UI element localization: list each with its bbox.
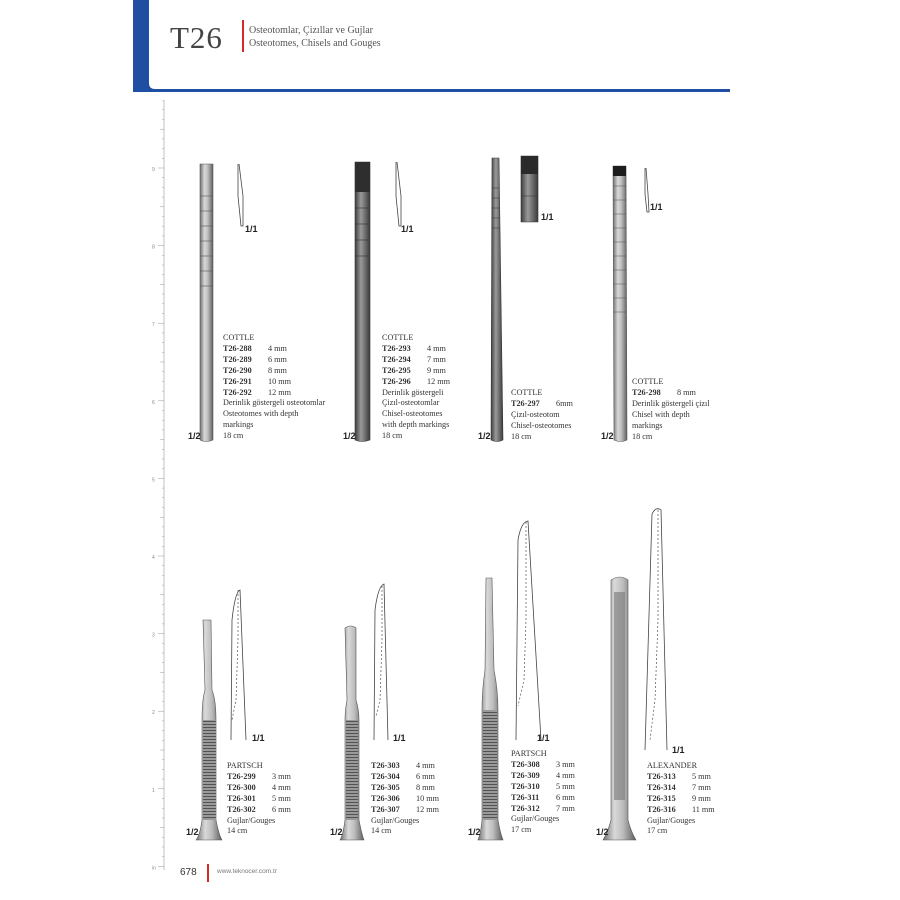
product-description: markings bbox=[632, 420, 663, 430]
scale-detail-3: 1/1 bbox=[541, 212, 554, 222]
product-size: 4 mm bbox=[427, 343, 446, 353]
product-length: 18 cm bbox=[382, 431, 403, 441]
product-row bbox=[227, 783, 291, 794]
scale-detail-8: 1/1 bbox=[672, 745, 685, 755]
product-code: T26-288 bbox=[223, 343, 252, 353]
product-code: T26-306 bbox=[371, 793, 400, 803]
footer-divider bbox=[207, 864, 209, 882]
product-row bbox=[647, 783, 715, 794]
product-size: 7 mm bbox=[692, 782, 711, 792]
product-row bbox=[647, 805, 715, 816]
product-size: 6 mm bbox=[268, 354, 287, 364]
ruler-label: 6 bbox=[152, 399, 155, 406]
product-size: 12 mm bbox=[268, 387, 291, 397]
product-row bbox=[511, 793, 575, 804]
product-code: T26-312 bbox=[511, 803, 540, 813]
product-name: PARTSCH bbox=[511, 749, 547, 758]
section-title-en: Osteotomes, Chisels and Gouges bbox=[249, 38, 381, 49]
product-caption bbox=[647, 761, 715, 837]
product-size: 6 mm bbox=[556, 792, 575, 802]
product-code: T26-295 bbox=[382, 365, 411, 375]
product-row bbox=[227, 794, 291, 805]
product-name: ALEXANDER bbox=[647, 761, 698, 770]
product-code: T26-299 bbox=[227, 771, 256, 781]
product-code: T26-308 bbox=[511, 759, 540, 769]
product-code: T26-313 bbox=[647, 771, 676, 781]
product-row bbox=[511, 771, 575, 782]
product-description: Chisel-osteotomes bbox=[382, 409, 443, 419]
product-name: COTTLE bbox=[632, 377, 664, 386]
product-size: 8 mm bbox=[268, 365, 287, 375]
product-code: T26-292 bbox=[223, 387, 252, 397]
product-size: 5 mm bbox=[556, 781, 575, 791]
product-row bbox=[371, 783, 439, 794]
product-size: 12 mm bbox=[427, 376, 450, 386]
product-length: 18 cm bbox=[632, 431, 653, 441]
product-code: T26-307 bbox=[371, 804, 400, 814]
product-code: T26-291 bbox=[223, 376, 252, 386]
product-code: T26-309 bbox=[511, 770, 540, 780]
scale-main-6: 1/2 bbox=[330, 827, 343, 837]
scale-main-7: 1/2 bbox=[468, 827, 481, 837]
ruler-label: 3 bbox=[152, 632, 155, 639]
product-caption bbox=[382, 333, 450, 442]
ruler-label: 8 bbox=[152, 244, 155, 251]
ruler-label: 5 bbox=[152, 477, 155, 484]
product-code: T26-316 bbox=[647, 804, 676, 814]
product-size: 5 mm bbox=[692, 771, 711, 781]
scale-detail-1: 1/1 bbox=[245, 224, 258, 234]
product-length: 14 cm bbox=[371, 826, 392, 836]
product-code: T26-293 bbox=[382, 343, 411, 353]
product-size: 12 mm bbox=[416, 804, 439, 814]
product-size: 7 mm bbox=[556, 803, 575, 813]
product-length: 17 cm bbox=[511, 825, 532, 835]
product-code: T26-310 bbox=[511, 781, 540, 791]
ruler-label: 2 bbox=[152, 710, 155, 717]
product-description: Gujlar/Gouges bbox=[511, 814, 560, 824]
product-description: Osteotomes with depth bbox=[223, 409, 299, 419]
product-size: 5 mm bbox=[272, 793, 291, 803]
product-row bbox=[223, 388, 325, 399]
product-description: markings bbox=[223, 420, 254, 430]
product-caption bbox=[371, 761, 439, 837]
product-length: 14 cm bbox=[227, 826, 248, 836]
product-code: T26-315 bbox=[647, 793, 676, 803]
product-row bbox=[223, 344, 325, 355]
scale-main-2: 1/2 bbox=[343, 431, 356, 441]
product-code: T26-300 bbox=[227, 782, 256, 792]
product-size: 3 mm bbox=[556, 759, 575, 769]
product-name: COTTLE bbox=[382, 333, 414, 342]
product-row bbox=[382, 377, 450, 388]
scale-detail-6: 1/1 bbox=[393, 733, 406, 743]
product-name: PARTSCH bbox=[227, 761, 263, 770]
product-row bbox=[371, 805, 439, 816]
scale-main-4: 1/2 bbox=[601, 431, 614, 441]
product-description: Derinlik göstergeli bbox=[382, 387, 444, 397]
product-description: Çizıl-osteotomlar bbox=[382, 398, 440, 408]
product-code: T26-303 bbox=[371, 761, 400, 770]
product-description: Gujlar/Gouges bbox=[371, 815, 420, 825]
scale-main-1: 1/2 bbox=[188, 431, 201, 441]
section-code: T26 bbox=[170, 20, 223, 55]
product-row bbox=[371, 761, 439, 772]
product-code: T26-301 bbox=[227, 793, 256, 803]
product-caption bbox=[511, 749, 575, 836]
product-size: 11 mm bbox=[692, 804, 715, 814]
product-row bbox=[227, 805, 291, 816]
product-row bbox=[647, 772, 715, 783]
product-row bbox=[382, 366, 450, 377]
product-code: T26-298 bbox=[632, 387, 661, 397]
ruler-label: in bbox=[152, 865, 156, 870]
product-code: T26-305 bbox=[371, 782, 400, 792]
product-code: T26-304 bbox=[371, 771, 400, 781]
product-name: COTTLE bbox=[511, 388, 543, 397]
product-size: 10 mm bbox=[416, 793, 439, 803]
product-size: 4 mm bbox=[556, 770, 575, 780]
product-row bbox=[371, 772, 439, 783]
product-description: Çizıl-osteotom bbox=[511, 409, 560, 419]
product-size: 10 mm bbox=[268, 376, 291, 386]
ruler-label: 9 bbox=[152, 167, 155, 173]
product-size: 7 mm bbox=[427, 354, 446, 364]
product-row bbox=[382, 355, 450, 366]
scale-detail-4: 1/1 bbox=[650, 202, 663, 212]
product-size: 6 mm bbox=[272, 804, 291, 814]
scale-detail-5: 1/1 bbox=[252, 733, 265, 743]
product-row bbox=[223, 355, 325, 366]
product-size: 6mm bbox=[556, 398, 573, 408]
product-row bbox=[511, 782, 575, 793]
product-row bbox=[511, 760, 575, 771]
scale-detail-2: 1/1 bbox=[401, 224, 414, 234]
product-code: T26-294 bbox=[382, 354, 411, 364]
product-code: T26-314 bbox=[647, 782, 676, 792]
product-description: with depth markings bbox=[382, 420, 450, 430]
product-description: Derinlik göstergeli osteotomlar bbox=[223, 398, 326, 408]
product-row bbox=[511, 399, 573, 410]
product-description: Gujlar/Gouges bbox=[647, 815, 696, 825]
ruler-label: 7 bbox=[152, 322, 155, 329]
product-row bbox=[632, 388, 710, 399]
product-caption bbox=[227, 761, 291, 837]
product-code: T26-289 bbox=[223, 354, 252, 364]
scale-main-3: 1/2 bbox=[478, 431, 491, 441]
product-caption bbox=[223, 333, 325, 442]
product-code: T26-311 bbox=[511, 792, 540, 802]
product-size: 4 mm bbox=[268, 343, 287, 353]
section-title-tr: Osteotomlar, Çizıllar ve Gujlar bbox=[249, 25, 374, 36]
product-size: 8 mm bbox=[677, 387, 696, 397]
scale-main-8: 1/2 bbox=[596, 827, 609, 837]
product-length: 17 cm bbox=[647, 826, 668, 836]
product-size: 8 mm bbox=[416, 782, 435, 792]
product-size: 4 mm bbox=[272, 782, 291, 792]
website-link[interactable]: www.teknocer.com.tr bbox=[217, 868, 277, 875]
product-size: 9 mm bbox=[692, 793, 711, 803]
product-row bbox=[223, 377, 325, 388]
product-size: 6 mm bbox=[416, 771, 435, 781]
product-row bbox=[223, 366, 325, 377]
product-caption bbox=[632, 377, 710, 442]
ruler-label: 1 bbox=[152, 787, 155, 794]
product-row bbox=[511, 804, 575, 815]
product-length: 18 cm bbox=[511, 431, 532, 441]
product-row bbox=[227, 772, 291, 783]
product-name: COTTLE bbox=[223, 333, 255, 342]
product-row bbox=[647, 794, 715, 805]
scale-detail-7: 1/1 bbox=[537, 733, 550, 743]
product-code: T26-296 bbox=[382, 376, 411, 386]
product-description: Derinlik göstergeli çizıl bbox=[632, 398, 710, 408]
product-description: Chisel-osteotomes bbox=[511, 420, 572, 430]
product-size: 3 mm bbox=[272, 771, 291, 781]
product-description: Gujlar/Gouges bbox=[227, 815, 276, 825]
product-row bbox=[382, 344, 450, 355]
product-size: 9 mm bbox=[427, 365, 446, 375]
page-number: 678 bbox=[180, 867, 197, 878]
product-code: T26-290 bbox=[223, 365, 252, 375]
product-description: Chisel with depth bbox=[632, 409, 690, 419]
product-code: T26-297 bbox=[511, 398, 540, 408]
product-caption bbox=[511, 388, 573, 443]
product-length: 18 cm bbox=[223, 431, 244, 441]
product-size: 4 mm bbox=[416, 761, 435, 770]
product-code: T26-302 bbox=[227, 804, 256, 814]
scale-main-5: 1/2 bbox=[186, 827, 199, 837]
product-row bbox=[371, 794, 439, 805]
ruler-label: 4 bbox=[152, 555, 155, 561]
